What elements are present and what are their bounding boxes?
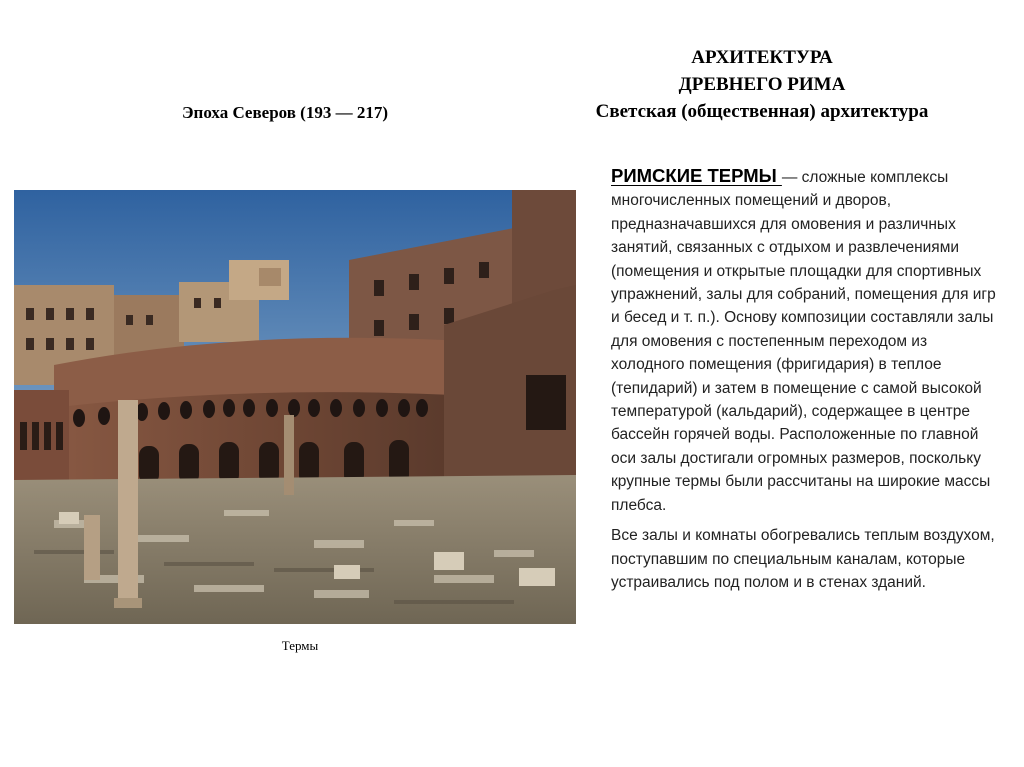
title-line-1: АРХИТЕКТУРА (691, 47, 833, 68)
column-3 (284, 415, 294, 495)
column-2 (84, 515, 100, 580)
title-line-2: ДРЕВНЕГО РИМА (678, 74, 846, 95)
article-paragraph-2: Все залы и комнаты обогревались теплым воздухом, поступавшим по специальным каналам, которые устраивались под полом и в стенах зданий. (611, 527, 995, 591)
building-top (259, 268, 281, 286)
article-term: РИМСКИЕ ТЕРМЫ (611, 165, 782, 186)
era-label: Эпоха Северов (193 — 217) (182, 103, 388, 122)
photo-caption: Термы (281, 638, 319, 653)
slide-title (560, 44, 964, 125)
slide-subtitle: Светская (общественная) архитектура (595, 101, 929, 122)
article-paragraph-1-text: — сложные комплексы многочисленных помещений и дворов, предназначавшихся для омовения и различных занятий, связанных с отдыхом и развлечениями (помещения и открытые площадки для спортивных упражнений, залы для собраний, помещения для игр и бесед и т. п.). Основу композиции составляли залы для омовения с постепенным переходом из холодного помещения (фригидария) в теплое (тепидарий) и затем в помещение с самой высокой температурой (кальдарий), содержащее в центре бассейн горячей воды. Расположенные по главной оси залы достигали огромных размеров, поскольку крупные термы были рассчитаны на широкие массы плебса. (611, 169, 996, 514)
article-text (611, 164, 1001, 594)
article-paragraph-1 (611, 164, 1001, 517)
baths-photo (14, 190, 576, 624)
column-1 (118, 400, 138, 605)
